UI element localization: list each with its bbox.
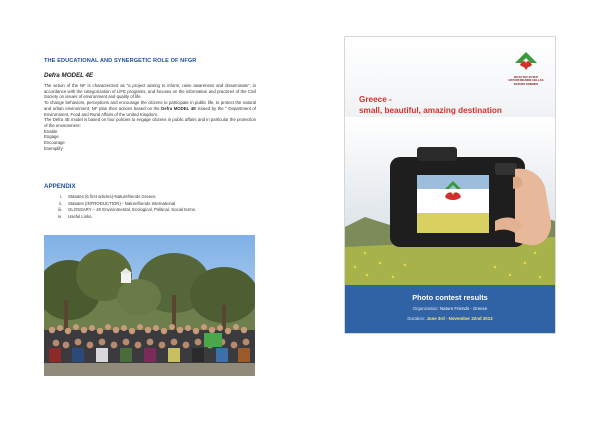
logo-text-1: ΦΙΛΟΙ ΤΗΣ ΦΥΣΗΣ (513, 75, 539, 79)
logo-text-3: NATURE FRIENDS (513, 81, 539, 86)
four-e-item: Exemplify (44, 145, 63, 151)
four-e-item: Encourage (44, 140, 65, 146)
appendix-title: APPENDIX (44, 183, 76, 190)
contest-title: Photo contest results (412, 293, 488, 302)
paragraph-3: The Defra 4E model is based on four policies to engage citizens in public affairs and in particular the protection of the environment: (44, 117, 256, 128)
appendix-item: iii. GLOSSARY – 40 Environmental, Ecological, Political, Social terms. (57, 207, 197, 213)
contest-duration: Duration: June 3rd - November 22nd 2013 (407, 316, 493, 321)
nature-friends-logo-icon (511, 49, 541, 71)
logo-text-2: NATURFREUNDE HELLAS (508, 78, 544, 83)
four-e-item: Engage (44, 134, 59, 140)
nature-friends-logo (506, 49, 546, 86)
section-title: THE EDUCATIONAL AND SYNERGETIC ROLE OF NFGR (44, 58, 197, 64)
destination-title-line2: small, beautiful, amazing destination (359, 105, 502, 115)
appendix-item: ii. Statutes (INTRODUCTION) - Naturefriends International (58, 200, 176, 206)
contest-organization: Organization: Nature Friends - Greece (412, 306, 488, 311)
camera-hand-photo (345, 117, 555, 287)
destination-title (359, 95, 502, 116)
paragraph-1: The action of the NF is characterized as "a project aiming to inform, raise awareness and disseminate", in accordance with the categorization of LIFE programs, and focuses on the information and practices of the Civil Society on issues of environment and quality of life. (44, 83, 256, 100)
body-text (44, 83, 256, 151)
appendix-item: i. Statutes (6 first articles)-Naturefriends Greece (59, 194, 156, 199)
appendix-item: iv. Useful Links. (58, 213, 93, 219)
group-photo (44, 235, 255, 376)
brochure-cover (345, 37, 555, 333)
model-subtitle: Defra MODEL 4E (44, 72, 94, 79)
four-e-item: Enable (44, 128, 58, 134)
destination-title-line1: Greece - (359, 95, 392, 104)
paragraph-2: To change behaviors, perceptions and encourage the citizens to participate in public life, to protect the natural and urban environment, NF plan their actions based on the Defra MODEL 4E issued by the " Department of Environment, Food and Rural Affairs of the United Kingdom. (44, 100, 257, 117)
appendix-list (44, 194, 196, 220)
